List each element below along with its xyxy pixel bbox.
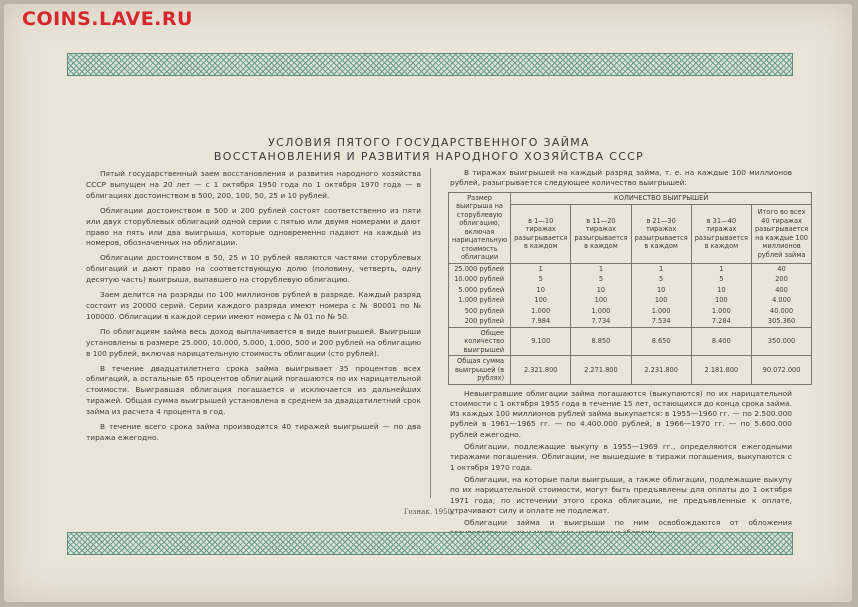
table-cell: 5 [691, 274, 751, 285]
column-divider [430, 168, 431, 498]
right-paragraph: Облигации займа и выигрыши по ним освобождаются от обложения [464, 518, 792, 528]
total-all-draws-header: Итого во всех 40 тиражах разыгрывается на каждые 100 миллионов рублей займа [751, 205, 811, 264]
table-row [449, 274, 812, 285]
site-watermark: COINS.LAVE.RU [22, 8, 193, 30]
table-cell: 1.000 [631, 306, 691, 317]
prize-amount: 10.000 рублей [449, 274, 511, 285]
table-cell: 7.534 [631, 316, 691, 327]
draws-31-40-header: в 31—40 тиражах разыгрывается в каждом [691, 205, 751, 264]
table-cell: 10 [631, 285, 691, 296]
table-cell: 8.650 [631, 327, 691, 356]
left-paragraph: Облигации достоинством в 500 и 200 рублей состоят соответственно из пяти или двух сторублевых облигаций одной серии с пятью или двумя номерами и дают право на пять или два выигрыша, которые одновременно падают на каждый из номеров, обозначенных на облигации. [86, 205, 421, 248]
prize-amount: 1.000 рублей [449, 295, 511, 306]
table-cell: 40.000 [751, 306, 811, 317]
table-cell: 1 [511, 263, 571, 274]
table-row [449, 295, 812, 306]
table-cell: 1 [691, 263, 751, 274]
left-paragraph: По облигациям займа весь доход выплачивается в виде выигрышей. Выигрыши установлены в размере 25.000, 10.000, 5.000, 1.000, 500 и 200 рублей на облигацию в 100 рублей, включая нарицательную стоимость облигации (сто рублей). [86, 326, 421, 358]
table-row [449, 263, 812, 274]
ornament-band-top [67, 53, 793, 76]
table-cell: 1 [571, 263, 631, 274]
table-cell: 5 [631, 274, 691, 285]
right-paragraph: Облигации, подлежащие выкупу в 1955—1969 гг., определяются ежегодными тиражами погашения. Облигации, не вышедшие в тиражи погашения, выкупаются с 1 октября 1970 года. [450, 442, 792, 472]
total-sum-row [449, 356, 812, 385]
table-cell: 8.850 [571, 327, 631, 356]
right-column-text [450, 168, 809, 541]
table-cell: 7.734 [571, 316, 631, 327]
table-cell: 5 [511, 274, 571, 285]
table-cell: 40 [751, 263, 811, 274]
table-cell: 90.072.000 [751, 356, 811, 385]
total-count-row [449, 327, 812, 356]
table-cell: 5 [571, 274, 631, 285]
table-cell: 8.400 [691, 327, 751, 356]
prize-amount: 500 рублей [449, 306, 511, 317]
left-column-text [86, 169, 421, 448]
table-row [449, 306, 812, 317]
right-paragraph: Невыигравшие облигации займа погашаются (выкупаются) по их нарицательной стоимости с 1 октября 1955 года в течение 15 лет, остающихся до конца срока займа. Из каждых 100 миллионов рублей займа выкупается: в 1955—1960 гг. — по 2.500.000 рублей в 1961—1965 гг. — по 4.400.000 рублей, в 1966—1970 гг. — по 5.600.000 рублей ежегодно. [450, 388, 792, 439]
ornament-band-bottom [67, 532, 793, 555]
table-cell: 305.360 [751, 316, 811, 327]
table-cell: 350.000 [751, 327, 811, 356]
right-paragraph: Облигации, на которые пали выигрыши, а также облигации, подлежащие выкупу по их нарицательной стоимости, могут быть предъявлены для оплаты до 1 октября 1971 года; по истечении этого срока облигации, не предъявленные к оплате, утрачивают силу и оплате не подлежат. [450, 474, 792, 515]
table-cell: 1.000 [691, 306, 751, 317]
table-row [449, 316, 812, 327]
table-cell: 2.321.800 [511, 356, 571, 385]
table-cell: 7.984 [511, 316, 571, 327]
table-cell: 100 [571, 295, 631, 306]
table-intro: В тиражах выигрышей на каждый разряд займа, т. е. на каждые 100 миллионов рублей, разыгрывается следующее количество выигрышей: [450, 168, 792, 188]
table-cell: 10 [691, 285, 751, 296]
document-title-line-1: УСЛОВИЯ ПЯТОГО ГОСУДАРСТВЕННОГО ЗАЙМА [268, 136, 590, 149]
table-cell: 2.231.800 [631, 356, 691, 385]
table-cell: 7.284 [691, 316, 751, 327]
left-paragraph: В течение двадцатилетнего срока займа выигрывает 35 процентов всех облигаций, а остальные 65 процентов облигаций погашаются по их нарицательной стоимости. Выигравшая облигация погашается и исключается из дальнейших тиражей. Общая сумма выигрышей установлена в среднем за двадцатилетний срок займа из расчета 4 процента в год. [86, 363, 421, 417]
document-title-line-2: ВОССТАНОВЛЕНИЯ И РАЗВИТИЯ НАРОДНОГО ХОЗЯЙСТВА СССР [213, 150, 645, 163]
table-cell: 1.000 [511, 306, 571, 317]
table-row [449, 285, 812, 296]
table-cell: 10 [511, 285, 571, 296]
left-paragraph: Облигации достоинством в 50, 25 и 10 рублей являются частями сторублевых облигаций и дают право на соответствующую долю (половину, четверть, одну десятую часть) выигрыша, выпавшего на сторублевую облигацию. [86, 253, 421, 285]
draws-1-10-header: в 1—10 тиражах разыгрывается в каждом [511, 205, 571, 264]
prize-table [448, 192, 812, 385]
draws-11-20-header: в 11—20 тиражах разыгрывается в каждом [571, 205, 631, 264]
table-cell: 100 [511, 295, 571, 306]
prize-count-header: КОЛИЧЕСТВО ВЫИГРЫШЕЙ [511, 192, 812, 204]
prize-rows [449, 263, 812, 384]
prize-amount: 25.000 рублей [449, 263, 511, 274]
table-cell: 4.000 [751, 295, 811, 306]
table-cell: 2.181.800 [691, 356, 751, 385]
prize-amount: 5.000 рублей [449, 285, 511, 296]
table-cell: 2.271.800 [571, 356, 631, 385]
left-paragraph: Заем делится на разряды по 100 миллионов рублей в разряде. Каждый разряд состоит из 20000 серий. Серии каждого разряда имеют номера с № 80001 по № 100000. Облигации в каждой серии имеют номера с № 01 по № 50. [86, 290, 421, 321]
prize-size-header: Размер выигрыша на сторублевую облигацию, включая нарицательную стоимость облигации [449, 192, 511, 263]
printer-mark: Гознак. 1950. [403, 508, 455, 516]
table-cell: 100 [691, 295, 751, 306]
table-cell: 10 [571, 285, 631, 296]
table-cell: 1.000 [571, 306, 631, 317]
draws-21-30-header: в 21—30 тиражах разыгрывается в каждом [631, 205, 691, 264]
total-sum-label: Общая сумма выигрышей (в рублях) [449, 356, 511, 385]
total-count-label: Общее количество выигрышей [449, 327, 511, 356]
left-paragraph: Пятый государственный заем восстановления и развития народного хозяйства СССР выпущен на 20 лет — с 1 октября 1950 года по 1 октября 1970 года — в облигациях достоинством в 500, 200, 100, 50, 25 и 10 рублей. [86, 169, 421, 200]
table-cell: 200 [751, 274, 811, 285]
prize-amount: 200 рублей [449, 316, 511, 327]
table-cell: 400 [751, 285, 811, 296]
table-cell: 1 [631, 263, 691, 274]
left-paragraph: В течение всего срока займа производится 40 тиражей выигрышей — по два тиража ежегодно. [86, 422, 421, 442]
table-cell: 100 [631, 295, 691, 306]
table-cell: 9.100 [511, 327, 571, 356]
